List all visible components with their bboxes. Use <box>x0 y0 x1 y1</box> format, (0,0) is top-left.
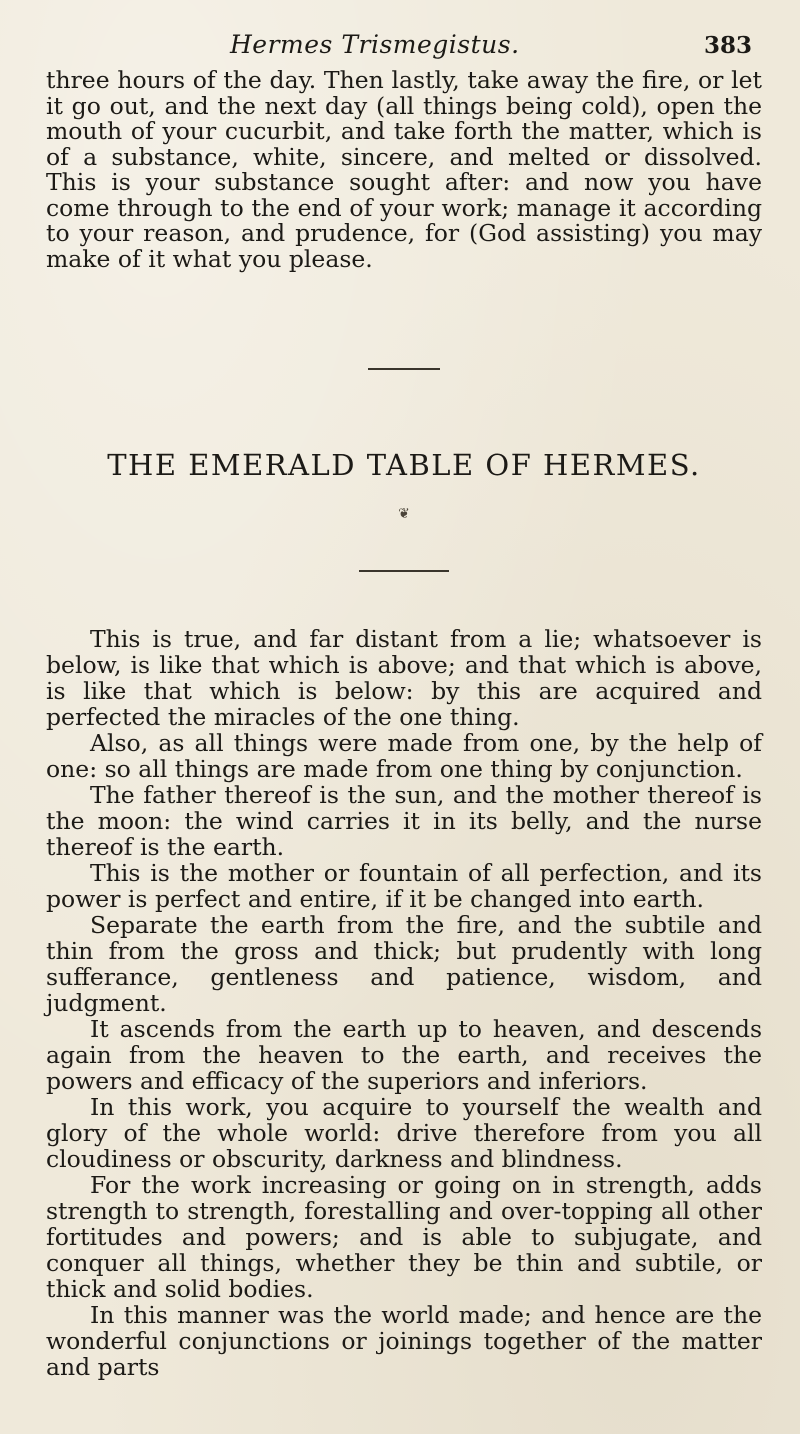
paragraph: Separate the earth from the fire, and the subtile and thin from the gross and thick; but prudently with long sufferance, gentleness and patience, wisdom, and judgment. <box>46 911 762 1018</box>
section-title: THE EMERALD TABLE OF HERMES. <box>107 448 701 482</box>
running-title: Hermes Trismegistus. <box>230 30 520 59</box>
paragraph: In this manner was the world made; and hence are the wonderful conjunctions or joinings together of the matter and parts <box>46 1301 762 1382</box>
paragraph: It ascends from the earth up to heaven, and descends again from the heaven to the earth, and receives the powers and efficacy of the superiors and inferiors. <box>46 1015 762 1096</box>
paragraph: The father thereof is the sun, and the mother thereof is the moon: the wind carries it in its belly, and the nurse thereof is the earth. <box>46 781 762 862</box>
running-head <box>46 30 762 58</box>
section-body <box>46 626 762 1380</box>
paragraph: For the work increasing or going on in strength, adds strength to strength, forestalling and over-topping all other fortitudes and powers; and is able to subjugate, and conquer all things, whether they be thin and subtile, or thick and solid bodies. <box>46 1171 762 1304</box>
ornament-icon: ❦ <box>398 506 410 523</box>
section-divider-bottom <box>359 570 449 572</box>
paragraph: This is the mother or fountain of all perfection, and its power is perfect and entire, if it be changed into earth. <box>46 859 762 914</box>
section-divider-top <box>368 368 440 370</box>
paragraph: In this work, you acquire to yourself the wealth and glory of the whole world: drive therefore from you all cloudiness or obscurity, darkness and blindness. <box>46 1093 762 1174</box>
continuation-paragraph: three hours of the day. Then lastly, take away the fire, or let it go out, and the next day (all things being cold), open the mouth of your cucurbit, and take forth the matter, which is of a substance, white, sincere, and melted or dissolved. This is your substance sought after: and now you have come through to the end of your work; manage it according to your reason, and prudence, for (God assisting) you may make of it what you please. <box>46 66 762 273</box>
page-number: 383 <box>703 32 752 59</box>
paragraph: Also, as all things were made from one, by the help of one: so all things are made from one thing by conjunction. <box>46 729 762 784</box>
paragraph: This is true, and far distant from a lie; whatsoever is below, is like that which is above; and that which is above, is like that which is below: by this are acquired and perfected the miracles of the one thing. <box>46 625 762 732</box>
